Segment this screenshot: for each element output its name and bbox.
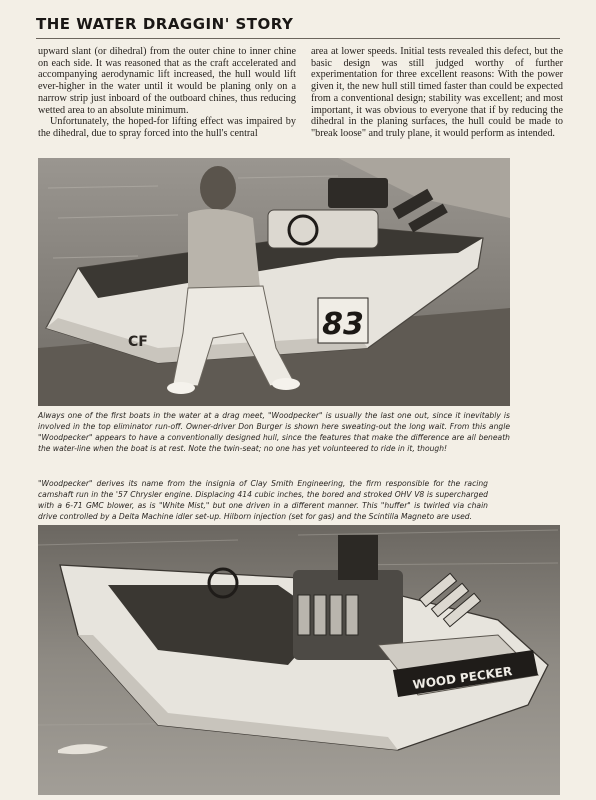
boat-name-plate: WOOD PECKER — [411, 664, 514, 692]
article-title: THE WATER DRAGGIN' STORY — [36, 15, 294, 33]
paragraph: upward slant (or dihedral) from the outer chine to inner chine on each side. It was reasoned that as the craft accelerated and accompanying aerodynamic lift increased, the hull would lift ever-higher in the water until it would be planing only on a narrow strip just inboard of the outboard chines, thus reducing wetted area to an absolute minimum. — [38, 46, 296, 116]
title-rule — [36, 38, 560, 39]
hull-number: 83 — [322, 307, 364, 342]
photo-boat-engine — [38, 525, 560, 795]
registration-prefix: CF — [128, 334, 148, 350]
photo-caption: Always one of the first boats in the water at a drag meet, "Woodpecker" is usually the last one out, since it inevitably is involved in the top eliminator run-off. Owner-driver Don Burger is shown here sweating-out the long wait. From this angle "Woodpecker" appears to have a conventionally designed hull, since the features that make the difference are all beneath the water-line when the boat is at rest. Note the twin-seat; no one has yet volunteered to ride in it, though! — [38, 411, 510, 453]
text-column-left — [38, 46, 296, 140]
paragraph: area at lower speeds. Initial tests revealed this defect, but the basic design was still judged worthy of further experimentation for three excellent reasons: With the power given it, the new hull still timed faster than could be expected from a conventional design; stability was excellent; and most important, it was obvious to everyone that if by reducing the dihedral in the planing surfaces, the hull could be made to "break loose" and truly plane, it would perform as intended. — [311, 46, 563, 139]
photo-driver-on-boat — [38, 158, 510, 406]
text-column-right — [311, 46, 563, 140]
photo-caption: "Woodpecker" derives its name from the insignia of Clay Smith Engineering, the firm responsible for the racing camshaft run in the '57 Chrysler engine. Displacing 414 cubic inches, the bored and stroked OHV V8 is supercharged with a 6-71 GMC blower, as is "White Mist," but one driven in a different manner. This "huffer" is twirled via chain drive controlled by a Delta Machine idler set-up. Hilborn injection (set for gas) and the Scintilla Magneto are used. — [38, 479, 488, 521]
paragraph: Unfortunately, the hoped-for lifting effect was impaired by the dihedral, due to spray forced into the hull's central — [38, 116, 296, 139]
